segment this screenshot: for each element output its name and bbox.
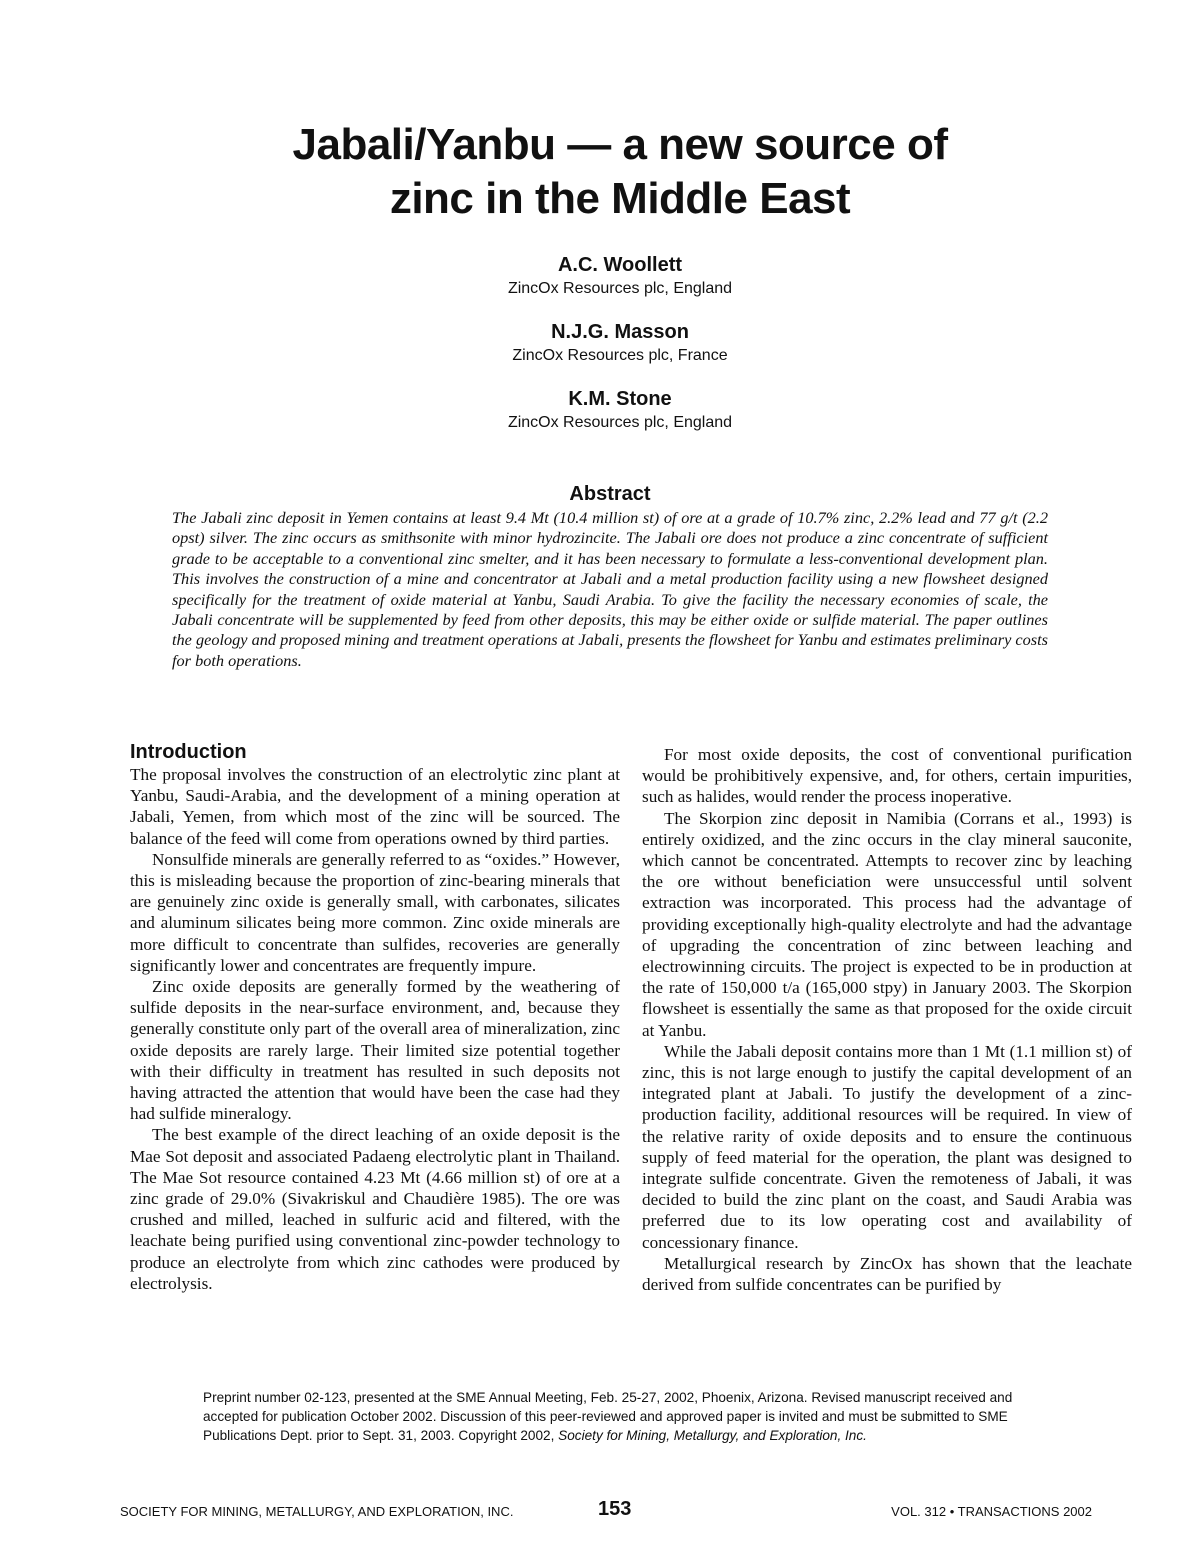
author-block bbox=[250, 386, 990, 433]
page-footer bbox=[120, 1498, 1092, 1528]
abstract-section bbox=[172, 482, 1048, 671]
right-column bbox=[642, 744, 1132, 1295]
footnote-journal: Society for Mining, Metallurgy, and Exploration, Inc. bbox=[558, 1428, 867, 1443]
body-paragraph: Zinc oxide deposits are generally formed by the weathering of sulfide deposits in the near-surface environment, and, because they generally constitute only part of the overall area of mineralization, zinc oxide deposits are rarely large. Their limited size potential together with their difficulty in treatment has resulted in such deposits not having attracted the attention that would have been the case had they had sulfide mineralogy. bbox=[130, 977, 620, 1124]
author-name: A.C. Woollett bbox=[557, 254, 683, 276]
body-paragraph: Nonsulfide minerals are generally referred to as “oxides.” However, this is misleading because the proportion of zinc-bearing minerals that are genuinely zinc oxide is generally small, with carbonates, silicates and aluminum silicates being more common. Zinc oxide minerals are more difficult to concentrate than sulfides, recoveries are generally significantly lower and concentrates are frequently impure. bbox=[130, 849, 620, 975]
author-affiliation: ZincOx Resources plc, France bbox=[512, 347, 728, 364]
body-paragraph: The best example of the direct leaching of an oxide deposit is the Mae Sot deposit and associated Padaeng electrolytic plant in Thailand. The Mae Sot resource contained 4.23 Mt (4.66 million st) of ore at a zinc grade of 29.0% (Sivakriskul and Chaudière 1985). The ore was crushed and milled, leached in sulfuric acid and filtered, with the leachate being purified using conventional zinc-powder technology to produce an electrolyte from which zinc cathodes were produced by electrolysis. bbox=[130, 1125, 620, 1293]
title-line-1: Jabali/Yanbu — a new source of bbox=[292, 120, 948, 169]
author-name: N.J.G. Masson bbox=[551, 321, 689, 343]
author-list bbox=[250, 252, 990, 453]
author-name: K.M. Stone bbox=[568, 388, 672, 410]
abstract-heading: Abstract bbox=[569, 483, 651, 505]
author-block bbox=[250, 252, 990, 299]
left-column bbox=[130, 740, 620, 1294]
author-block bbox=[250, 319, 990, 366]
abstract-text: The Jabali zinc deposit in Yemen contains at least 9.4 Mt (10.4 million st) of ore at a grade of 10.7% zinc, 2.2% lead and 77 g/t (2.2 opst) silver. The zinc occurs as smithsonite with minor hydrozincite. The Jabali ore does not produce a zinc concentrate of sufficient grade to be acceptable to a conventional zinc smelter, and it has been necessary to formulate a less-conventional development plan. This involves the construction of a mine and concentrator at Jabali and a metal production facility using a new flowsheet designed specifically for the treatment of oxide material at Yanbu, Saudi Arabia. To give the facility the necessary economies of scale, the Jabali concentrate will be supplemented by feed from other deposits, this may be either oxide or sulfide material. The paper outlines the geology and proposed mining and treatment operations at Jabali, presents the flowsheet for Yanbu and estimates preliminary costs for both operations. bbox=[172, 508, 1048, 670]
author-affiliation: ZincOx Resources plc, England bbox=[507, 280, 733, 297]
publication-footnote bbox=[203, 1388, 1055, 1445]
title-line-2: zinc in the Middle East bbox=[389, 174, 851, 223]
page-number: 153 bbox=[598, 1498, 632, 1520]
footnote-text: Preprint number 02-123, presented at the SME Annual Meeting, Feb. 25-27, 2002, Phoenix, Arizona. Revised manuscript received and accepted for publication October 2002. Discussion of this peer-reviewed and approved paper is invited and must be submitted to SME Publications Dept. prior to Sept. 31, 2003. Copyright 2002, bbox=[203, 1390, 1013, 1443]
body-paragraph: Metallurgical research by ZincOx has shown that the leachate derived from sulfide concentrates can be purified by bbox=[642, 1253, 1132, 1295]
body-paragraph: For most oxide deposits, the cost of conventional purification would be prohibitively expensive, and, for others, certain impurities, such as halides, would render the process inoperative. bbox=[642, 745, 1132, 807]
body-paragraph: The proposal involves the construction of an electrolytic zinc plant at Yanbu, Saudi-Arabia, and the development of a mining operation at Jabali, Yemen, from which most of the zinc will be sourced. The balance of the feed will come from operations owned by third parties. bbox=[130, 765, 620, 848]
body-paragraph: While the Jabali deposit contains more than 1 Mt (1.1 million st) of zinc, this is not large enough to justify the capital development of an integrated plant at Jabali. To justify the development of a zinc-production facility, additional resources will be required. In view of the relative rarity of oxide deposits and to ensure the continuous supply of feed material for the operation, the plant was designed to integrate sulfide concentrate. Given the remoteness of Jabali, it was decided to build the zinc plant on the coast, and Saudi Arabia was preferred due to its low operating cost and availability of concessionary finance. bbox=[642, 1041, 1132, 1252]
introduction-heading: Introduction bbox=[130, 741, 247, 763]
paper-title bbox=[150, 118, 1090, 226]
body-paragraph: The Skorpion zinc deposit in Namibia (Corrans et al., 1993) is entirely oxidized, and the zinc occurs in the clay mineral sauconite, which cannot be concentrated. Attempts to recover zinc by leaching the ore without beneficiation were unsuccessful until solvent extraction was incorporated. This process had the advantage of providing exceptionally high-quality electrolyte and had the advantage of upgrading the concentration of zinc between leaching and electrowinning circuits. The project is expected to be in production at the rate of 150,000 t/a (165,000 stpy) in January 2003. The Skorpion flowsheet is essentially the same as that proposed for the oxide circuit at Yanbu. bbox=[642, 808, 1132, 1040]
footer-society: SOCIETY FOR MINING, METALLURGY, AND EXPLORATION, INC. bbox=[120, 1504, 514, 1519]
footer-volume: VOL. 312 • TRANSACTIONS 2002 bbox=[891, 1504, 1092, 1519]
author-affiliation: ZincOx Resources plc, England bbox=[507, 414, 733, 431]
